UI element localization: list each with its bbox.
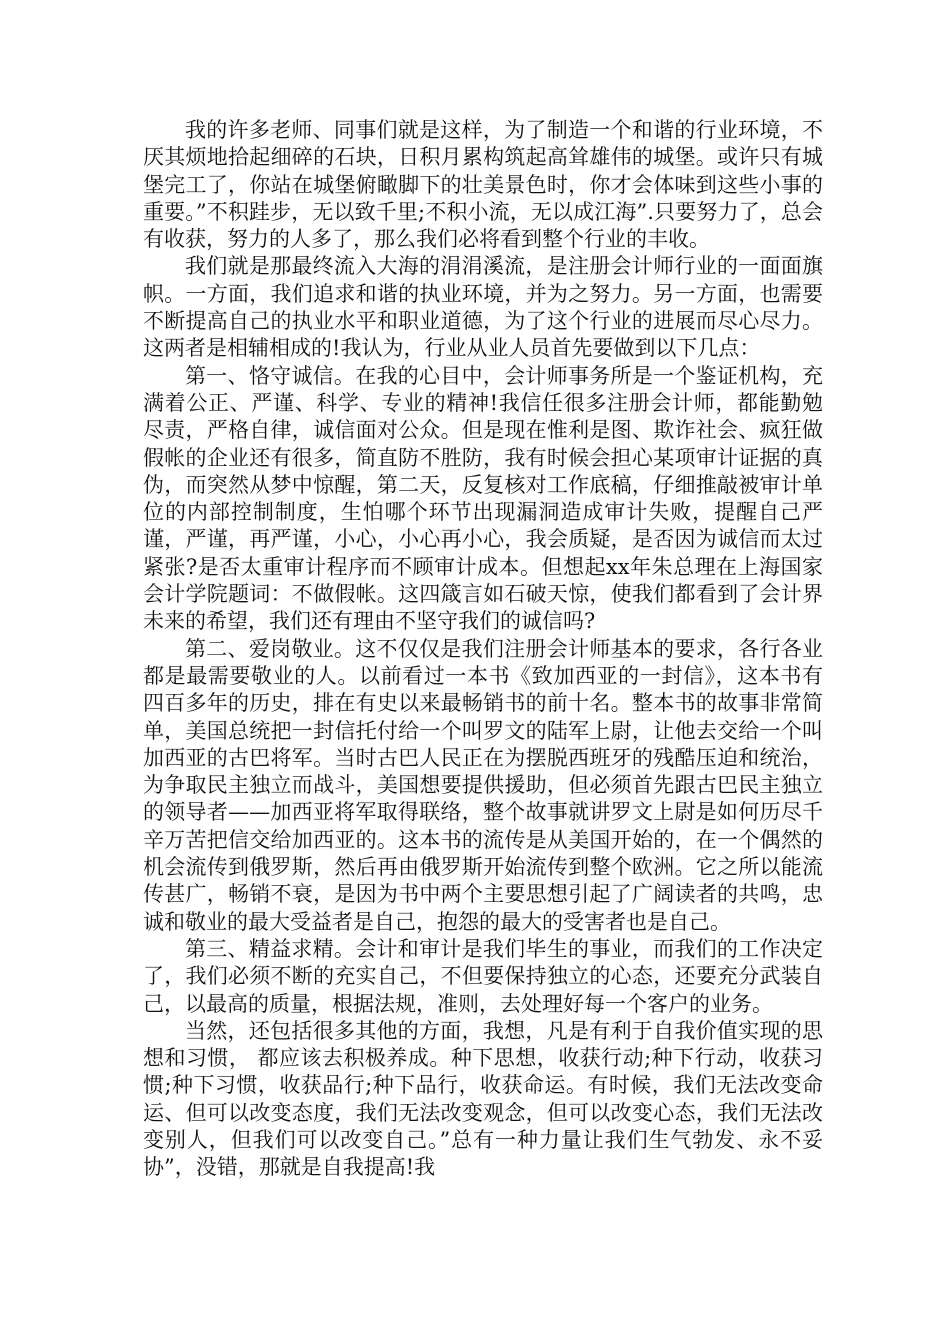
paragraph-2: 我们就是那最终流入大海的涓涓溪流，是注册会计师行业的一面面旗帜。一方面，我们追求和谐的执业环境，并为之努力。另一方面，也需要不断提高自己的执业水平和职业道德，为了这个行业的进展而尽心尽力。这两者是相辅相成的!我认为，行业从业人员首先要做到以下几点： bbox=[143, 254, 823, 361]
paragraph-1: 我的许多老师、同事们就是这样，为了制造一个和谐的行业环境，不厌其烦地拾起细碎的石块，日积月累构筑起高耸雄伟的城堡。或许只有城堡完工了，你站在城堡俯瞰脚下的壮美景色时，你才会体味到这些小事的重要。”不积跬步，无以致千里;不积小流，无以成江海”.只要努力了，总会有收获，努力的人多了，那么我们必将看到整个行业的丰收。 bbox=[143, 118, 823, 252]
paragraph-6: 当然，还包括很多其他的方面，我想，凡是有利于自我价值实现的思想和习惯， 都应该去积极养成。种下思想，收获行动;种下行动，收获习惯;种下习惯，收获品行;种下品行，收获命运。有时候，我们无法改变命运、但可以改变态度，我们无法改变观念，但可以改变心态，我们无法改变别人，但我们可以改变自己。”总有一种力量让我们生气勃发、永不妥协”，没错，那就是自我提高!我 bbox=[143, 1018, 823, 1180]
paragraph-3: 第一、恪守诚信。在我的心目中，会计师事务所是一个鉴证机构，充满着公正、严谨、科学、专业的精神!我信任很多注册会计师，都能勤勉尽责，严格自律，诚信面对公众。但是现在惟利是图、欺诈社会、疯狂做假帐的企业还有很多，简直防不胜防，我有时候会担心某项审计证据的真伪，而突然从梦中惊醒，第二天，反复核对工作底稿，仔细推敲被审计单位的内部控制制度，生怕哪个环节出现漏洞造成审计失败，提醒自己严谨，严谨，再严谨，小心，小心再小心，我会质疑，是否因为诚信而太过紧张?是否太重审计程序而不顾审计成本。但想起xx年朱总理在上海国家会计学院题词：不做假帐。这四箴言如石破天惊，使我们都看到了会计界未来的希望，我们还有理由不坚守我们的诚信吗? bbox=[143, 363, 823, 634]
document-body bbox=[143, 117, 823, 1182]
paragraph-5: 第三、精益求精。会计和审计是我们毕生的事业，而我们的工作决定了，我们必须不断的充实自己，不但要保持独立的心态，还要充分武装自己，以最高的质量，根据法规，准则，去处理好每一个客户的业务。 bbox=[143, 936, 823, 1016]
paragraph-4: 第二、爱岗敬业。这不仅仅是我们注册会计师基本的要求，各行各业都是最需要敬业的人。以前看过一本书《致加西亚的一封信》，这本书有四百多年的历史，排在有史以来最畅销书的前十名。整本书的故事非常简单，美国总统把一封信托付给一个叫罗文的陆军上尉，让他去交给一个叫加西亚的古巴将军。当时古巴人民正在为摆脱西班牙的残酷压迫和统治，为争取民主独立而战斗，美国想要提供援助，但必须首先跟古巴民主独立的领导者——加西亚将军取得联络，整个故事就讲罗文上尉是如何历尽千辛万苦把信交给加西亚的。这本书的流传是从美国开始的，在一个偶然的机会流传到俄罗斯，然后再由俄罗斯开始流传到整个欧洲。它之所以能流传甚广，畅销不衰，是因为书中两个主要思想引起了广阔读者的共鸣，忠诚和敬业的最大受益者是自己，抱怨的最大的受害者也是自己。 bbox=[143, 636, 823, 934]
